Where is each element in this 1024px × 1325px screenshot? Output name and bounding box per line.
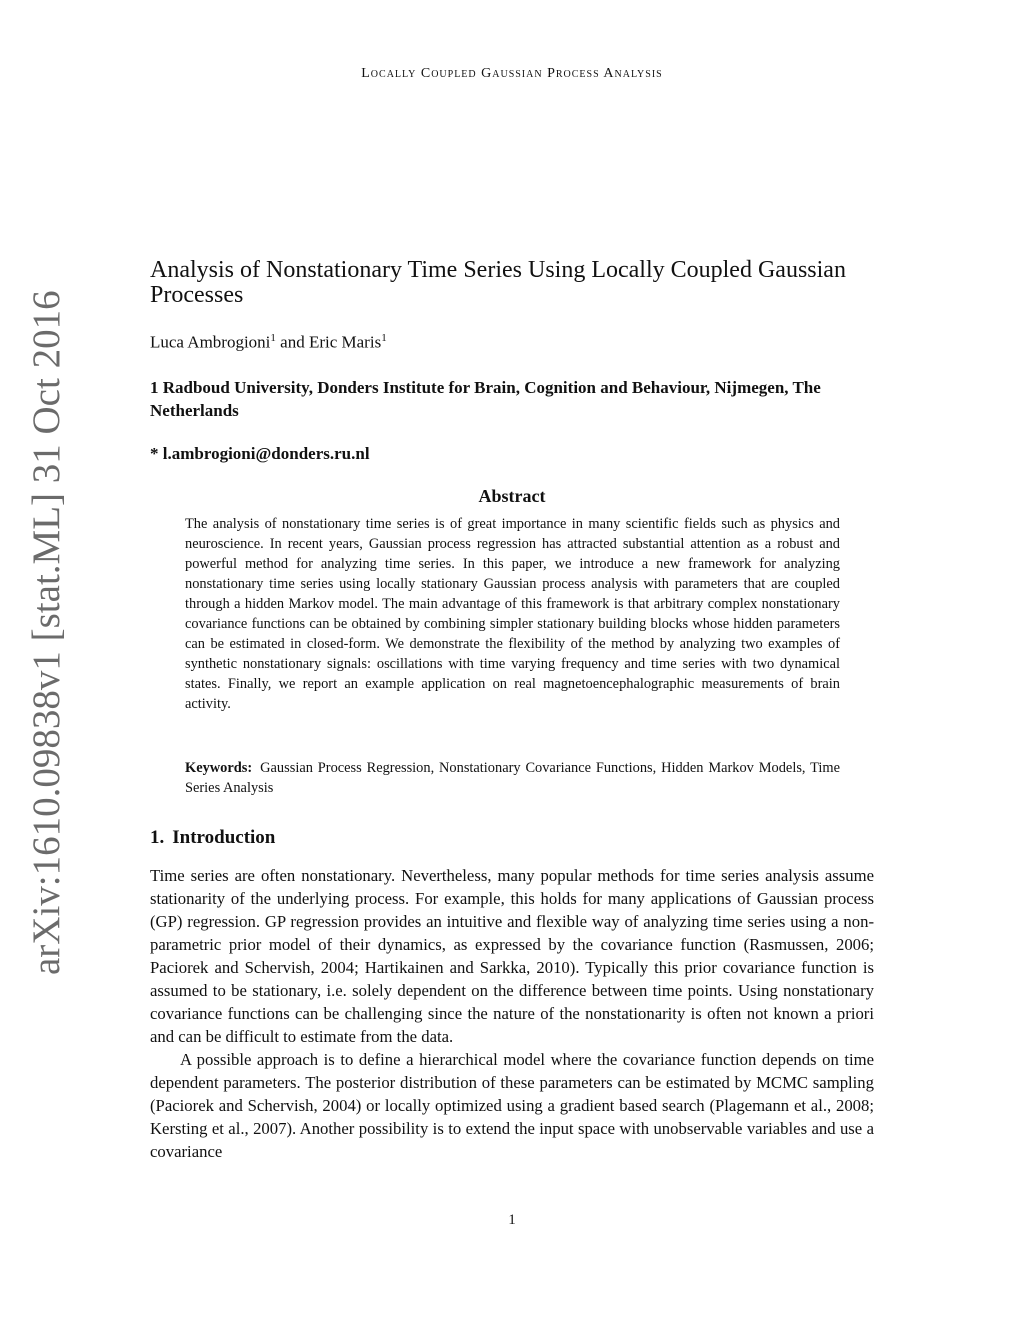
- abstract-heading: Abstract: [478, 486, 546, 506]
- section-title: Introduction: [172, 827, 276, 848]
- keywords-text: Gaussian Process Regression, Nonstationary Covariance Functions, Hidden Markov Models, Time Series Analysis: [185, 760, 840, 796]
- page-number: 1: [508, 1212, 516, 1228]
- keywords: [185, 758, 840, 798]
- affiliation: 1 Radboud University, Donders Institute for Brain, Cognition and Behaviour, Nijmegen, The Netherlands: [150, 378, 821, 420]
- section-heading: [150, 827, 275, 849]
- introduction-body: [150, 864, 874, 1163]
- body-paragraph: A possible approach is to define a hierarchical model where the covariance function depends on time dependent parameters. The posterior distribution of these parameters can be estimated by MCMC sampling (Paciorek and Schervish, 2004) or locally optimized using a gradient based search (Plagemann et al., 2008; Kersting et al., 2007). Another possibility is to extend the input space with unobservable variables and use a covariance: [150, 1050, 874, 1161]
- keywords-label: Keywords:: [185, 760, 253, 776]
- paper-title: Analysis of Nonstationary Time Series Using Locally Coupled Gaussian Processes: [150, 257, 846, 308]
- author-list: [150, 332, 387, 353]
- author-connector: and: [275, 332, 309, 352]
- section-number: 1.: [150, 827, 165, 848]
- affiliation-marker: 1: [381, 332, 387, 344]
- running-head: Locally Coupled Gaussian Process Analysis: [361, 66, 663, 81]
- author-name: Eric Maris: [308, 332, 382, 352]
- arxiv-identifier: arXiv:1610.09838v1 [stat.ML] 31 Oct 2016: [25, 290, 68, 975]
- body-paragraph: Time series are often nonstationary. Nevertheless, many popular methods for time series analysis assume stationarity of the underlying process. For example, this holds for many applications of Gaussian process (GP) regression. GP regression provides an intuitive and flexible way of analyzing time series using a non-parametric prior model of their dynamics, as expressed by the covariance function (Rasmussen, 2006; Paciorek and Schervish, 2004; Hartikainen and Sarkka, 2010). Typically this prior covariance function is assumed to be stationary, i.e. solely dependent on the difference between time points. Using nonstationary covariance functions can be challenging since the nature of the nonstationarity is often not known a priori and can be difficult to estimate from the data.: [150, 866, 874, 1046]
- corresponding-email: * l.ambrogioni@donders.ru.nl: [150, 444, 370, 463]
- affiliation-marker: 1: [270, 332, 276, 344]
- abstract-body: The analysis of nonstationary time series is of great importance in many scientific fields such as physics and neuroscience. In recent years, Gaussian process regression has attracted substantial attention as a robust and powerful method for analyzing time series. In this paper, we introduce a new framework for analyzing nonstationary time series using locally stationary Gaussian process analysis with parameters that are coupled through a hidden Markov model. The main advantage of this framework is that arbitrary complex nonstationary covariance functions can be obtained by combining simpler stationary building blocks whose hidden parameters can be estimated in closed-form. We demonstrate the flexibility of the method by analyzing two examples of synthetic nonstationary signals: oscillations with time varying frequency and time series with two dynamical states. Finally, we report an example application on real magnetoencephalographic measurements of brain activity.: [185, 516, 840, 712]
- author-name: Luca Ambrogioni: [150, 332, 271, 352]
